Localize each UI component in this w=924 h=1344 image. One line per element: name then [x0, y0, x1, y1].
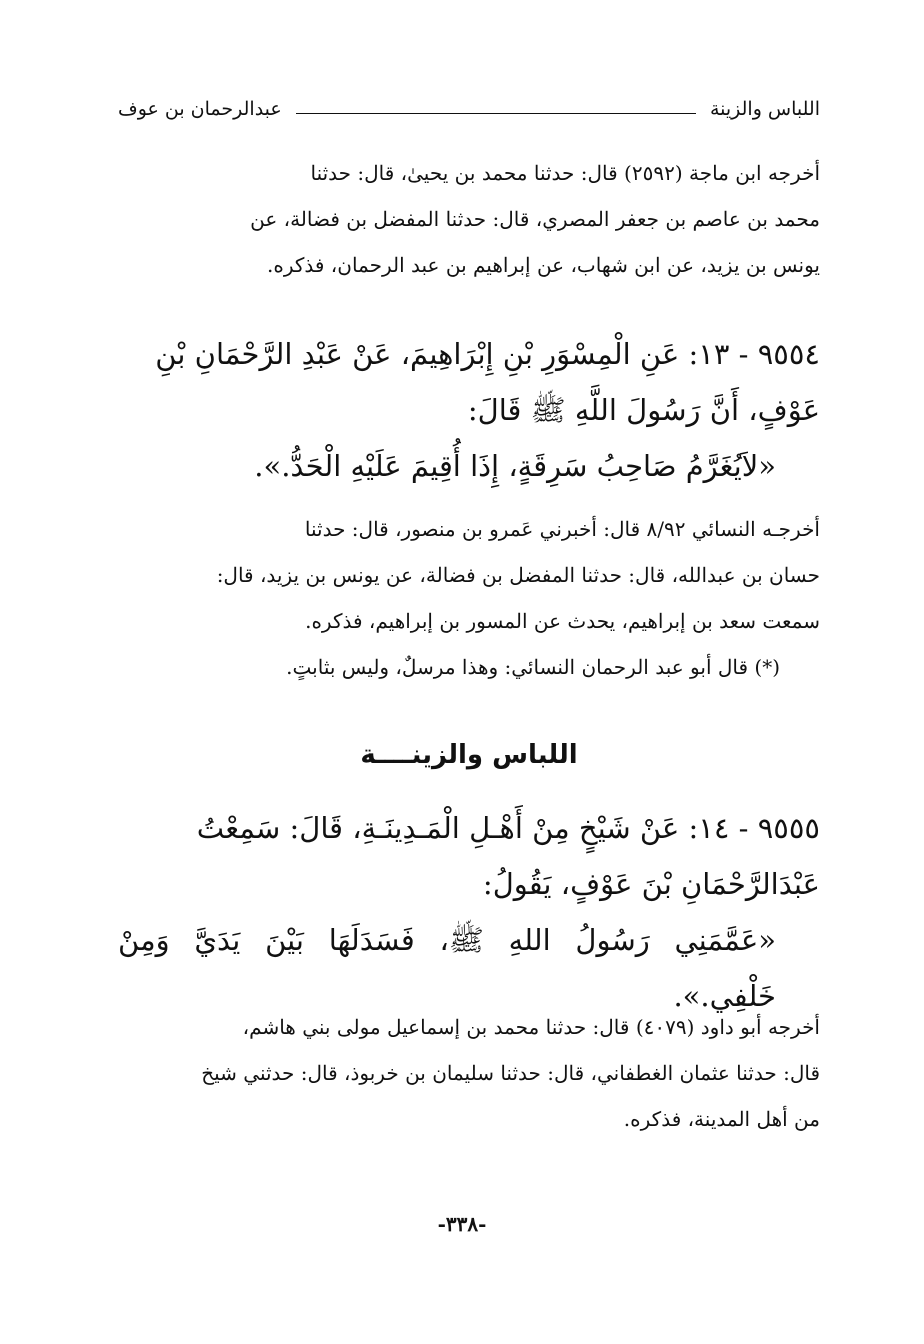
paragraph-line: حسان بن عبدالله، قال: حدثنا المفضل بن فضالة، عن يونس بن يزيد، قال:	[216, 563, 820, 587]
section-title: اللباس والزينــــة	[360, 740, 578, 770]
paragraph-line: يونس بن يزيد، عن ابن شهاب، عن إبراهيم بن عبد الرحمان، فذكره.	[267, 253, 820, 277]
hadith-13	[118, 326, 820, 494]
hadith-line: عَبْدَالرَّحْمَانِ بْنَ عَوْفٍ، يَقُولُ:	[482, 867, 820, 901]
hadith-text: «لاَيُغَرَّمُ صَاحِبُ سَرِقَةٍ، إِذَا أُقِيمَ عَلَيْهِ الْحَدُّ.».	[254, 449, 776, 483]
paragraph-line: أخرجه أبو داود (٤٠٧٩) قال: حدثنا محمد بن إسماعيل مولى بني هاشم،	[242, 1015, 820, 1039]
hadith-14	[118, 800, 820, 1024]
header-rule	[296, 113, 696, 114]
running-header	[118, 92, 820, 126]
paragraph-line: محمد بن عاصم بن جعفر المصري، قال: حدثنا المفضل بن فضالة، عن	[250, 207, 820, 231]
header-chapter-title: اللباس والزينة	[709, 98, 820, 120]
hadith-line: عَوْفٍ، أَنَّ رَسُولَ اللَّهِ ﷺ قَالَ:	[467, 393, 820, 427]
header-companion-name: عبدالرحمان بن عوف	[118, 98, 282, 120]
paragraph-line: من أهل المدينة، فذكره.	[623, 1107, 820, 1131]
source-paragraph-1	[118, 150, 820, 288]
paragraph-line: قال: حدثنا عثمان الغطفاني، قال: حدثنا سليمان بن خربوذ، قال: حدثني شيخ	[201, 1061, 820, 1085]
hadith-text: «عَمَّمَنِي رَسُولُ اللهِ ﷺ، فَسَدَلَهَا بَيْنَ يَدَيَّ وَمِنْ خَلْفِي.».	[118, 923, 776, 1013]
hadith-line: ٩٥٥٤ - ١٣: عَنِ الْمِسْوَرِ بْنِ إِبْرَاهِيمَ، عَنْ عَبْدِ الرَّحْمَانِ بْنِ	[155, 337, 820, 371]
footnote: (*) قال أبو عبد الرحمان النسائي: وهذا مرسلٌ، وليس بثابتٍ.	[286, 655, 780, 679]
paragraph-line: سمعت سعد بن إبراهيم، يحدث عن المسور بن إبراهيم، فذكره.	[305, 609, 820, 633]
source-paragraph-3	[118, 1004, 820, 1142]
page-number: -٣٣٨-	[437, 1212, 487, 1236]
hadith-line: ٩٥٥٥ - ١٤: عَنْ شَيْخٍ مِنْ أَهْـلِ الْمَـدِينَـةِ، قَالَ: سَمِعْتُ	[196, 811, 820, 845]
paragraph-line: أخرجه ابن ماجة (٢٥٩٢) قال: حدثنا محمد بن يحيىٰ، قال: حدثنا	[310, 161, 820, 185]
source-paragraph-2	[118, 506, 820, 690]
paragraph-line: أخرجـه النسائي ٨/٩٢ قال: أخبرني عَمرو بن منصور، قال: حدثنا	[304, 517, 820, 541]
